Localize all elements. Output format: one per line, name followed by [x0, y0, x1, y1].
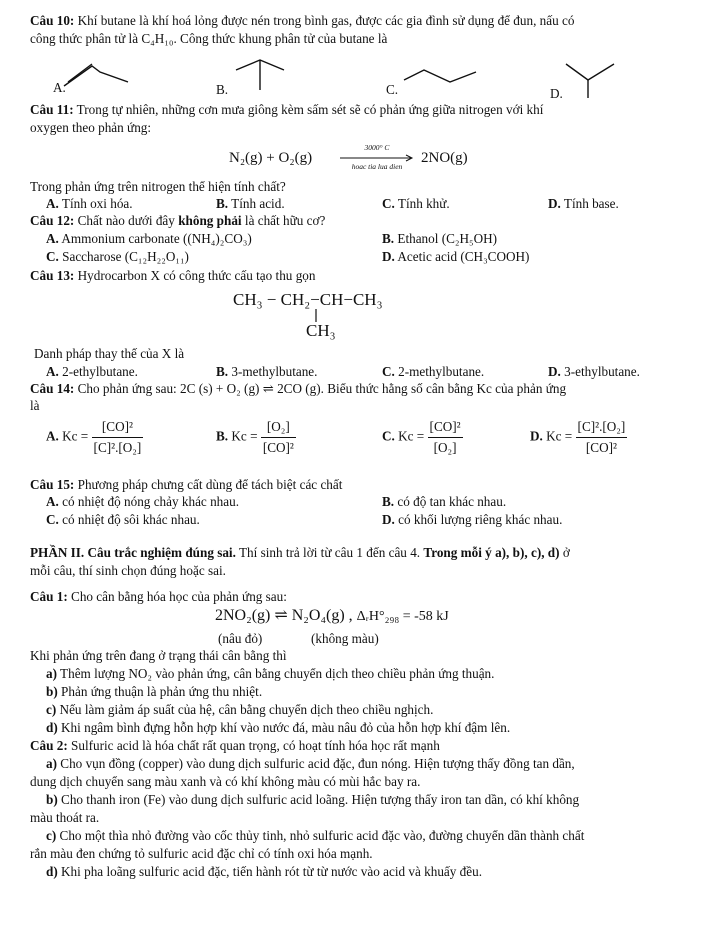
q15-line1: Câu 15: Phương pháp chưng cất dùng để tách biệt các chất: [30, 477, 343, 492]
q14-option-b: B. Kc = $\frac{\text{[O₂]}}{\text{[CO]²}}$: [216, 417, 296, 458]
q10-structure-a: [62, 48, 132, 88]
q13-option-d: D. 3-ethylbutane.: [548, 364, 640, 379]
q10-structure-c: [400, 62, 480, 88]
p2q2-item-a-line2: dung dịch chuyển sang màu xanh và có khí không màu có mùi hắc bay ra.: [30, 774, 421, 789]
p2q2-item-b-line2: màu thoát ra.: [30, 810, 100, 825]
q10-option-c-letter: C.: [386, 82, 399, 97]
q11-option-b: B. Tính acid.: [216, 196, 285, 211]
q10-option-d-letter: D.: [550, 86, 563, 101]
p2q1-item-c: c) Nếu làm giảm áp suất của hệ, cân bằng chuyển dịch theo chiều nghịch.: [46, 702, 434, 717]
p2q1-line2: Khi phản ứng trên đang ở trạng thái cân bằng thì: [30, 648, 287, 663]
p2q1-item-b: b) Phản ứng thuận là phản ứng thu nhiệt.: [46, 684, 263, 699]
q12-option-c: C. Saccharose (C₁₂H₂₂O₁₁): [46, 249, 189, 264]
q15-option-b: B. có độ tan khác nhau.: [382, 494, 507, 509]
p2q1-equation: 2NO₂(g) ⇌ N₂O₄(g) , ΔᵣH°₂₉₈ = -58 kJ: [215, 607, 449, 624]
q11-eq-left: N₂(g) + O₂(g): [229, 150, 313, 166]
p2q1-line1: Câu 1: Cho cân bằng hóa học của phản ứng sau:: [30, 589, 287, 604]
p2q2-line1: Câu 2: Sulfuric acid là hóa chất rất quan trọng, có hoạt tính hóa học rất mạnh: [30, 738, 440, 753]
part2-line1: PHẦN II. Câu trắc nghiệm đúng sai. Thí sinh trả lời từ câu 1 đến câu 4. Trong mỗi ý a), b), c), d) ở: [30, 545, 570, 560]
q13-line2: Danh pháp thay thế của X là: [34, 346, 185, 361]
q15-option-d: D. có khối lượng riêng khác nhau.: [382, 512, 563, 527]
q11-option-c: C. Tính khử.: [382, 196, 450, 211]
q14-option-b-fraction: $\frac{\text{[O₂]}}{\text{[CO]²}}$: [262, 419, 294, 455]
q14-option-c-fraction: $\frac{\text{[CO]²}}{\text{[O₂]}}$: [429, 419, 461, 455]
part2-title: PHẦN II. Câu trắc nghiệm đúng sai.: [30, 545, 236, 560]
q11-eq-right: 2NO(g): [421, 150, 468, 166]
p2q2-item-a-line1: a) Cho vụn đồng (copper) vào dung dịch sulfuric acid đặc, đun nóng. Hiện tượng thấy đồng tan dần,: [46, 756, 575, 771]
q11-option-d: D. Tính base.: [548, 196, 619, 211]
q10-label: Câu 10:: [30, 13, 75, 28]
q11-line1: [30, 102, 543, 118]
q13-label: Câu 13:: [30, 268, 75, 283]
q14-option-d: D. Kc = $\frac{\text{[C]².[O₂]}}{\text{[CO]²}}$: [530, 417, 627, 458]
q11-option-a: A. Tính oxi hóa.: [46, 196, 133, 211]
q11-eq-bottom: hoac tia lua dien: [351, 162, 403, 171]
q13-line1: Câu 13: Hydrocarbon X có công thức cấu tạo thu gọn: [30, 268, 316, 283]
p2q1-item-a: a) Thêm lượng NO₂ vào phản ứng, cân bằng chuyển dịch theo chiều phản ứng thuận.: [46, 666, 495, 681]
p2q1-label: Câu 1:: [30, 589, 68, 604]
q14-option-d-fraction: $\frac{\text{[C]².[O₂]}}{\text{[CO]²}}$: [577, 419, 626, 455]
q13-option-b: B. 3-methylbutane.: [216, 364, 318, 379]
q10-line2: công thức phân tử là C₄H₁₀. Công thức khung phân tử của butane là: [30, 31, 388, 46]
p2q1-color-left: (nâu đỏ): [218, 631, 263, 646]
q14-option-c: C. Kc = $\frac{\text{[CO]²}}{\text{[O₂]}}$: [382, 417, 463, 458]
q15-option-c: C. có nhiệt độ sôi khác nhau.: [46, 512, 200, 527]
p2q2-item-d-line1: d) Khi pha loãng sulfuric acid đặc, tiến hành rót từ từ nước vào acid và khuấy đều.: [46, 864, 483, 879]
part2-line2: mỗi câu, thí sinh chọn đúng hoặc sai.: [30, 563, 226, 578]
q10-structure-d: [560, 60, 620, 100]
q13-option-c: C. 2-methylbutane.: [382, 364, 485, 379]
p2q1-color-right: (không màu): [311, 631, 379, 646]
q12-option-d: D. Acetic acid (CH₃COOH): [382, 249, 530, 264]
q10-option-b-letter: B.: [216, 82, 229, 97]
p2q2-item-b-line1: b) Cho thanh iron (Fe) vào dung dịch sulfuric acid loãng. Hiện tượng thấy iron tan dần, có khí không: [46, 792, 580, 807]
q11-text1: Trong tự nhiên, những cơn mưa giông kèm sấm sét sẽ có phản ứng giữa nitrogen với khí: [73, 102, 544, 117]
q11-line3: Trong phản ứng trên nitrogen thể hiện tính chất?: [30, 179, 286, 194]
q12-line1: Câu 12: Chất nào dưới đây không phải là chất hữu cơ?: [30, 213, 326, 228]
q13-formula-branch: CH₃: [306, 321, 336, 340]
p2q2-label: Câu 2:: [30, 738, 68, 753]
q11-eq-arrow: [340, 154, 416, 162]
q14-line2: là: [30, 398, 40, 413]
p2q2-item-c-line1: c) Cho một thìa nhỏ đường vào cốc thủy tinh, nhỏ sulfuric acid đặc vào, đường chuyển dần thành chất: [46, 828, 585, 843]
q11-eq-top: 3000° C: [364, 143, 390, 152]
q11-label: Câu 11:: [30, 102, 74, 117]
q13-formula-main: CH₃ − CH₂−CH−CH₃: [233, 290, 383, 309]
q12-option-b: B. Ethanol (C₂H₅OH): [382, 231, 498, 246]
q10-text1: Khí butane là khí hoá lỏng được nén trong bình gas, được các gia đình sử dụng để đun, nấu có: [74, 13, 575, 28]
p2q1-item-d: d) Khi ngâm bình đựng hỗn hợp khí vào nước đá, màu nâu đỏ của hỗn hợp khí đậm lên.: [46, 720, 511, 735]
q14-option-a: A. Kc = $\frac{\text{[CO]²}}{\text{[C]².[O₂]}}$: [46, 417, 143, 458]
q12-label: Câu 12:: [30, 213, 75, 228]
q12-option-a: A. Ammonium carbonate ((NH₄)₂CO₃): [46, 231, 252, 246]
q14-option-a-fraction: $\frac{\text{[CO]²}}{\text{[C]².[O₂]}}$: [93, 419, 142, 455]
q15-label: Câu 15:: [30, 477, 75, 492]
q10-line1: [30, 13, 574, 29]
q14-line1: Câu 14: Cho phản ứng sau: 2C (s) + O₂ (g) ⇌ 2CO (g). Biểu thức hằng số cân bằng Kc của phản ứng: [30, 381, 567, 396]
p2q2-item-c-line2: rắn màu đen chứng tỏ sulfuric acid đặc chỉ có tính oxi hóa mạnh.: [30, 846, 373, 861]
q14-label: Câu 14:: [30, 381, 75, 396]
q11-line2: oxygen theo phản ứng:: [30, 120, 152, 135]
q15-option-a: A. có nhiệt độ nóng chảy khác nhau.: [46, 494, 240, 509]
q10-option-a-letter: A.: [53, 80, 66, 95]
q13-option-a: A. 2-ethylbutane.: [46, 364, 138, 379]
q10-structure-b: [232, 52, 292, 94]
